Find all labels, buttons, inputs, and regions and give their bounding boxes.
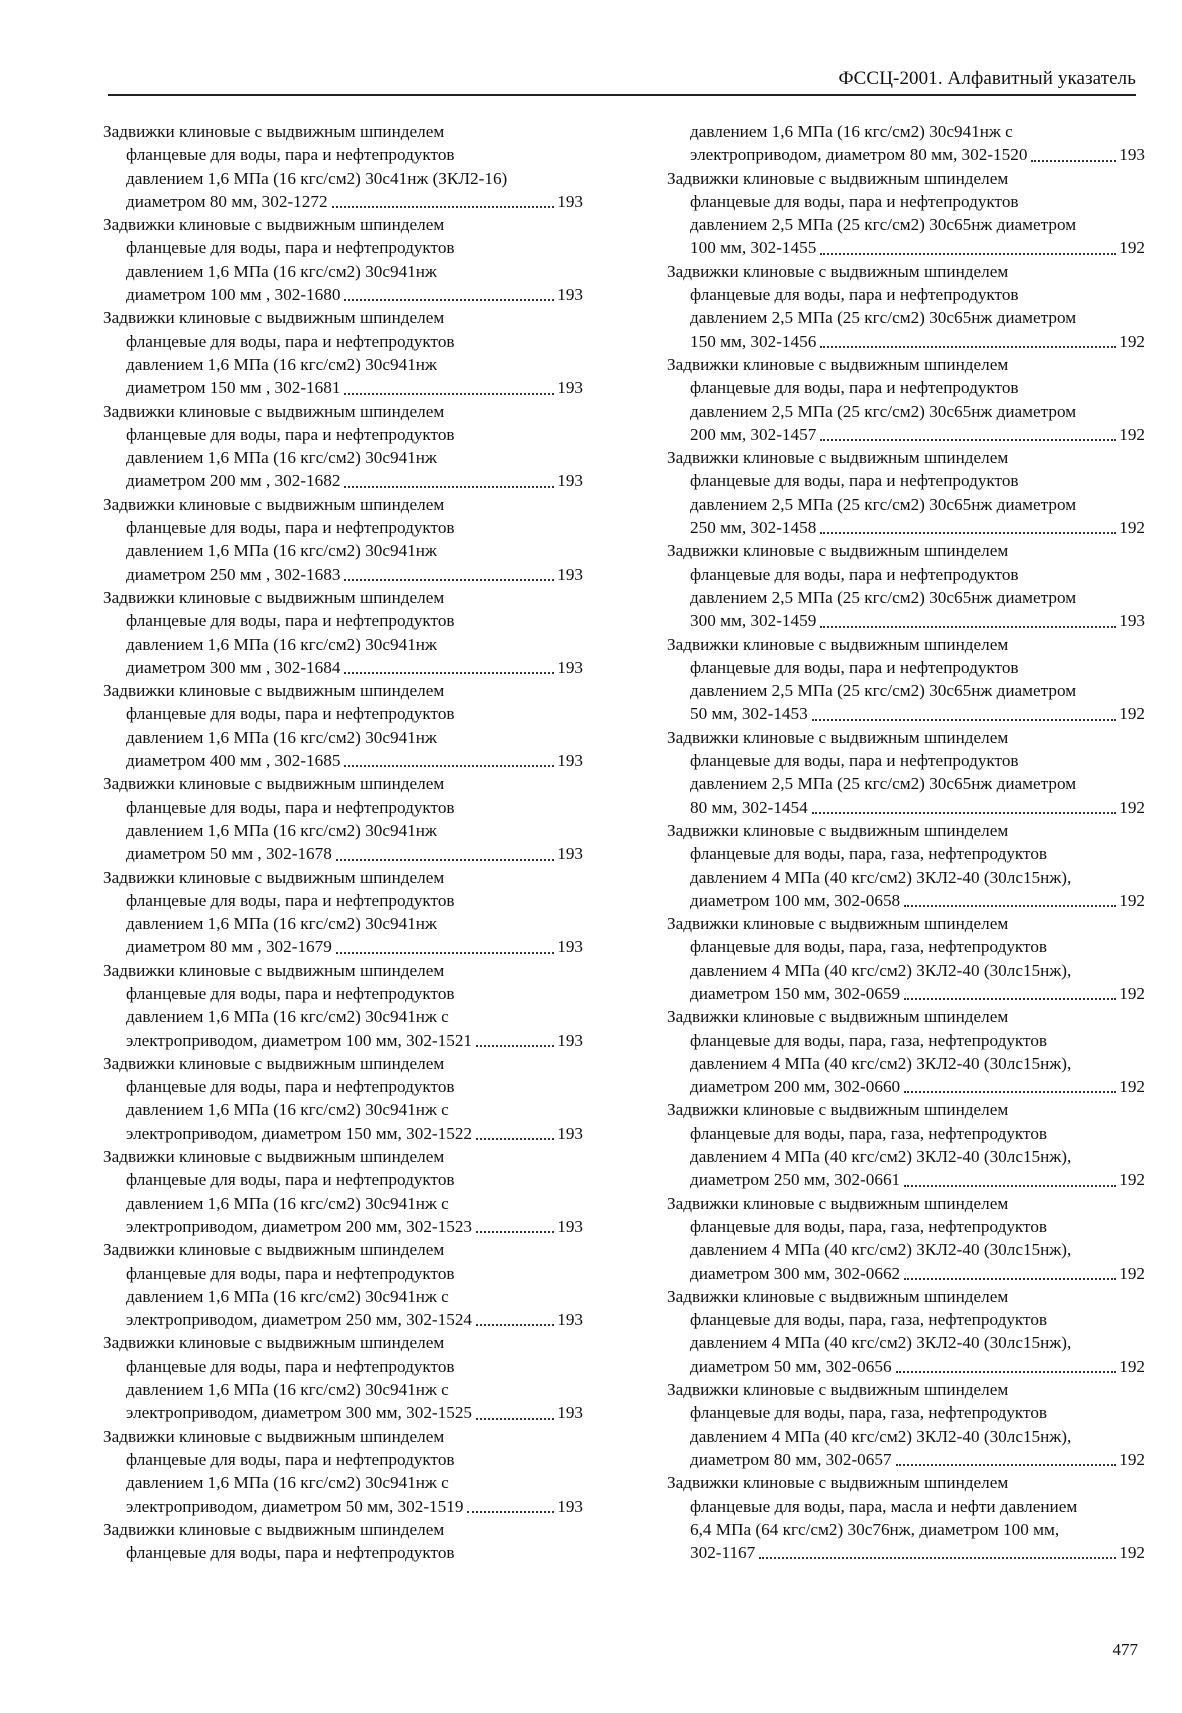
entry-line — [103, 283, 583, 306]
entry-line: фланцевые для воды, пара и нефтепродуктов — [126, 983, 455, 1003]
index-entry — [103, 586, 583, 679]
index-entry — [667, 1098, 1145, 1191]
entry-line: фланцевые для воды, пара и нефтепродуктов — [126, 1263, 455, 1283]
entry-page-ref: 192 — [1119, 1170, 1145, 1190]
dot-leader — [904, 905, 1116, 907]
dot-leader — [820, 346, 1116, 348]
index-entry — [103, 679, 583, 772]
entry-page-ref: 193 — [1119, 611, 1145, 631]
entry-line: Задвижки клиновые с выдвижным шпинделем — [103, 494, 445, 514]
entry-line: фланцевые для воды, пара и нефтепродуктов — [690, 378, 1019, 398]
entry-line — [103, 190, 583, 213]
entry-text: диаметром 300 мм , 302-1684 — [126, 657, 341, 677]
entry-line: 6,4 МПа (64 кгс/см2) 30с76нж, диаметром 100 мм, — [690, 1519, 1060, 1539]
entry-line: фланцевые для воды, пара и нефтепродуктов — [126, 1356, 455, 1376]
entry-line — [103, 656, 583, 679]
entry-line — [667, 1541, 1145, 1564]
entry-line: давлением 4 МПа (40 кгс/см2) ЗКЛ2-40 (30лс15нж), — [690, 1426, 1072, 1446]
entry-page-ref: 193 — [557, 1496, 583, 1516]
entry-text: диаметром 150 мм, 302-0659 — [690, 983, 901, 1003]
dot-leader — [812, 812, 1117, 814]
entry-line — [667, 330, 1145, 353]
index-entry — [103, 1518, 583, 1565]
entry-page-ref: 192 — [1119, 983, 1145, 1003]
entry-text: диаметром 400 мм , 302-1685 — [126, 751, 341, 771]
entry-text: электроприводом, диаметром 100 мм, 302-1521 — [126, 1030, 473, 1050]
entry-line: Задвижки клиновые с выдвижным шпинделем — [667, 1100, 1009, 1120]
entry-line: Задвижки клиновые с выдвижным шпинделем — [103, 960, 445, 980]
entry-page-ref: 192 — [1119, 238, 1145, 258]
dot-leader — [896, 1371, 1117, 1373]
entry-line: давлением 4 МПа (40 кгс/см2) ЗКЛ2-40 (30лс15нж), — [690, 1333, 1072, 1353]
entry-line: фланцевые для воды, пара и нефтепродуктов — [126, 1077, 455, 1097]
dot-leader — [476, 1138, 554, 1140]
dot-leader — [904, 1278, 1116, 1280]
entry-line: Задвижки клиновые с выдвижным шпинделем — [667, 820, 1009, 840]
entry-line: давлением 2,5 МПа (25 кгс/см2) 30с65нж диаметром — [690, 587, 1077, 607]
dot-leader — [476, 1418, 554, 1420]
entry-line: Задвижки клиновые с выдвижным шпинделем — [103, 1053, 445, 1073]
dot-leader — [904, 998, 1116, 1000]
entry-line: фланцевые для воды, пара и нефтепродуктов — [126, 611, 455, 631]
entry-line: давлением 1,6 МПа (16 кгс/см2) 30с941нж с — [126, 1100, 449, 1120]
entry-page-ref: 193 — [557, 378, 583, 398]
index-entry — [103, 493, 583, 586]
index-entry — [103, 120, 583, 213]
entry-text: диаметром 50 мм , 302-1678 — [126, 844, 332, 864]
entry-page-ref: 193 — [557, 1310, 583, 1330]
entry-text: диаметром 100 мм , 302-1680 — [126, 285, 341, 305]
entry-line — [667, 702, 1145, 725]
entry-line: фланцевые для воды, пара и нефтепродуктов — [126, 890, 455, 910]
entry-line: давлением 1,6 МПа (16 кгс/см2) 30с941нж с — [690, 122, 1013, 141]
entry-line: давлением 2,5 МПа (25 кгс/см2) 30с65нж диаметром — [690, 681, 1077, 701]
index-entry — [103, 1425, 583, 1518]
dot-leader — [820, 532, 1116, 534]
entry-text: электроприводом, диаметром 80 мм, 302-1520 — [690, 145, 1028, 165]
entry-page-ref: 192 — [1119, 1263, 1145, 1283]
dot-leader — [476, 1324, 554, 1326]
entry-line — [103, 1401, 583, 1424]
entry-page-ref: 192 — [1119, 1077, 1145, 1097]
entry-text: диаметром 150 мм , 302-1681 — [126, 378, 341, 398]
entry-page-ref: 193 — [557, 937, 583, 957]
entry-line — [103, 469, 583, 492]
entry-line: Задвижки клиновые с выдвижным шпинделем — [103, 1519, 445, 1539]
entry-line — [667, 423, 1145, 446]
entry-line: фланцевые для воды, пара, масла и нефти давлением — [690, 1496, 1078, 1516]
entry-line: Задвижки клиновые с выдвижным шпинделем — [667, 168, 1009, 188]
entry-page-ref: 192 — [1119, 797, 1145, 817]
entry-line — [103, 1122, 583, 1145]
index-entry — [667, 726, 1145, 819]
entry-line: давлением 2,5 МПа (25 кгс/см2) 30с65нж диаметром — [690, 494, 1077, 514]
index-entry — [667, 446, 1145, 539]
entry-line — [103, 563, 583, 586]
index-entry — [103, 1145, 583, 1238]
entry-line — [667, 796, 1145, 819]
dot-leader — [820, 253, 1116, 255]
entry-line: давлением 2,5 МПа (25 кгс/см2) 30с65нж диаметром — [690, 401, 1077, 421]
entry-text: диаметром 200 мм , 302-1682 — [126, 471, 341, 491]
entry-page-ref: 193 — [557, 564, 583, 584]
entry-line — [103, 935, 583, 958]
entry-page-ref: 193 — [557, 471, 583, 491]
index-entry — [103, 400, 583, 493]
entry-line: фланцевые для воды, пара и нефтепродуктов — [690, 564, 1019, 584]
entry-text: 80 мм, 302-1454 — [690, 797, 808, 817]
index-entry — [667, 260, 1145, 353]
entry-text: диаметром 80 мм, 302-0657 — [690, 1449, 892, 1469]
entry-text: 50 мм, 302-1453 — [690, 704, 808, 724]
entry-page-ref: 193 — [557, 751, 583, 771]
dot-leader — [896, 1464, 1117, 1466]
entry-line: давлением 2,5 МПа (25 кгс/см2) 30с65нж диаметром — [690, 308, 1077, 328]
entry-line: Задвижки клиновые с выдвижным шпинделем — [667, 448, 1009, 468]
entry-page-ref: 192 — [1119, 890, 1145, 910]
entry-line: Задвижки клиновые с выдвижным шпинделем — [103, 681, 445, 701]
dot-leader — [820, 626, 1116, 628]
entry-line — [667, 143, 1145, 166]
entry-line: Задвижки клиновые с выдвижным шпинделем — [103, 774, 445, 794]
header-title: ФССЦ-2001. Алфавитный указатель — [838, 68, 1136, 89]
dot-leader — [344, 765, 554, 767]
entry-line: Задвижки клиновые с выдвижным шпинделем — [667, 727, 1009, 747]
entry-line: давлением 1,6 МПа (16 кгс/см2) 30с941нж — [126, 354, 437, 374]
index-entry — [667, 1285, 1145, 1378]
dot-leader — [344, 486, 554, 488]
dot-leader — [904, 1185, 1116, 1187]
index-entry — [667, 1005, 1145, 1098]
entry-text: диаметром 250 мм , 302-1683 — [126, 564, 341, 584]
entry-line — [667, 516, 1145, 539]
entry-text: диаметром 200 мм, 302-0660 — [690, 1077, 901, 1097]
dot-leader — [476, 1045, 554, 1047]
entry-line — [103, 1495, 583, 1518]
entry-line — [667, 1355, 1145, 1378]
dot-leader — [820, 439, 1116, 441]
entry-line: Задвижки клиновые с выдвижным шпинделем — [667, 914, 1009, 934]
index-entry — [103, 1331, 583, 1424]
entry-line: фланцевые для воды, пара, газа, нефтепродуктов — [690, 937, 1048, 957]
entry-text: 200 мм, 302-1457 — [690, 424, 817, 444]
entry-line: фланцевые для воды, пара и нефтепродуктов — [126, 145, 455, 165]
entry-page-ref: 193 — [1119, 145, 1145, 165]
entry-line — [667, 1168, 1145, 1191]
dot-leader — [344, 299, 554, 301]
entry-page-ref: 193 — [557, 1030, 583, 1050]
entry-line: давлением 1,6 МПа (16 кгс/см2) 30с941нж — [126, 448, 437, 468]
entry-line — [103, 1215, 583, 1238]
entry-line: Задвижки клиновые с выдвижным шпинделем — [667, 634, 1009, 654]
entry-line: давлением 2,5 МПа (25 кгс/см2) 30с65нж диаметром — [690, 215, 1077, 235]
entry-line: Задвижки клиновые с выдвижным шпинделем — [667, 1193, 1009, 1213]
index-entry — [103, 1238, 583, 1331]
entry-line: фланцевые для воды, пара, газа, нефтепродуктов — [690, 1123, 1048, 1143]
entry-page-ref: 193 — [557, 1216, 583, 1236]
entry-line: Задвижки клиновые с выдвижным шпинделем — [667, 1473, 1009, 1493]
entry-line: Задвижки клиновые с выдвижным шпинделем — [103, 401, 445, 421]
entry-line: Задвижки клиновые с выдвижным шпинделем — [667, 541, 1009, 561]
entry-line: Задвижки клиновые с выдвижным шпинделем — [103, 215, 445, 235]
entry-line: фланцевые для воды, пара и нефтепродуктов — [126, 331, 455, 351]
entry-line: давлением 1,6 МПа (16 кгс/см2) 30с941нж — [126, 727, 437, 747]
entry-line: фланцевые для воды, пара, газа, нефтепродуктов — [690, 1216, 1048, 1236]
entry-line: фланцевые для воды, пара и нефтепродуктов — [126, 1170, 455, 1190]
entry-text: 250 мм, 302-1458 — [690, 518, 817, 538]
index-entry — [667, 539, 1145, 632]
entry-page-ref: 193 — [557, 1123, 583, 1143]
entry-page-ref: 192 — [1119, 1543, 1145, 1563]
entry-text: 300 мм, 302-1459 — [690, 611, 817, 631]
entry-line — [103, 376, 583, 399]
index-entry — [667, 167, 1145, 260]
entry-text: диаметром 80 мм , 302-1679 — [126, 937, 332, 957]
index-entry — [667, 1378, 1145, 1471]
entry-text: диаметром 80 мм, 302-1272 — [126, 191, 328, 211]
dot-leader — [759, 1557, 1116, 1559]
entry-line: фланцевые для воды, пара и нефтепродуктов — [126, 424, 455, 444]
entry-text: диаметром 250 мм, 302-0661 — [690, 1170, 901, 1190]
index-entry — [103, 306, 583, 399]
entry-line: давлением 4 МПа (40 кгс/см2) ЗКЛ2-40 (30лс15нж), — [690, 1147, 1072, 1167]
entry-line: Задвижки клиновые с выдвижным шпинделем — [667, 1380, 1009, 1400]
entry-line — [667, 1448, 1145, 1471]
entry-line: фланцевые для воды, пара и нефтепродуктов — [690, 751, 1019, 771]
entry-line: Задвижки клиновые с выдвижным шпинделем — [667, 354, 1009, 374]
dot-leader — [344, 672, 554, 674]
entry-text: электроприводом, диаметром 200 мм, 302-1523 — [126, 1216, 473, 1236]
entry-line: фланцевые для воды, пара, газа, нефтепродуктов — [690, 844, 1048, 864]
entry-text: диаметром 50 мм, 302-0656 — [690, 1356, 892, 1376]
entry-line: Задвижки клиновые с выдвижным шпинделем — [667, 1007, 1009, 1027]
entry-line: Задвижки клиновые с выдвижным шпинделем — [103, 1240, 445, 1260]
entry-line: Задвижки клиновые с выдвижным шпинделем — [103, 122, 445, 141]
entry-text: электроприводом, диаметром 250 мм, 302-1524 — [126, 1310, 473, 1330]
entry-text: 302-1167 — [690, 1543, 756, 1563]
entry-line: давлением 1,6 МПа (16 кгс/см2) 30с941нж — [126, 634, 437, 654]
page-header — [108, 66, 1136, 96]
entry-page-ref: 192 — [1119, 1356, 1145, 1376]
entry-line: фланцевые для воды, пара и нефтепродуктов — [690, 285, 1019, 305]
index-entry — [667, 819, 1145, 912]
entry-line: Задвижки клиновые с выдвижным шпинделем — [667, 1286, 1009, 1306]
entry-line: давлением 1,6 МПа (16 кгс/см2) 30с941нж с — [126, 1193, 449, 1213]
dot-leader — [332, 206, 555, 208]
entry-line: фланцевые для воды, пара, газа, нефтепродуктов — [690, 1310, 1048, 1330]
dot-leader — [1031, 160, 1116, 162]
entry-line: фланцевые для воды, пара и нефтепродуктов — [126, 797, 455, 817]
entry-page-ref: 193 — [557, 657, 583, 677]
entry-line: фланцевые для воды, пара и нефтепродуктов — [126, 1449, 455, 1469]
entry-line: Задвижки клиновые с выдвижным шпинделем — [103, 1147, 445, 1167]
entry-line: Задвижки клиновые с выдвижным шпинделем — [103, 308, 445, 328]
dot-leader — [344, 393, 554, 395]
dot-leader — [336, 952, 554, 954]
entry-line — [667, 889, 1145, 912]
entry-page-ref: 192 — [1119, 704, 1145, 724]
entry-page-ref: 192 — [1119, 1449, 1145, 1469]
index-entry — [667, 120, 1145, 167]
index-entry — [667, 912, 1145, 1005]
entry-text: диаметром 300 мм, 302-0662 — [690, 1263, 901, 1283]
entry-text: 150 мм, 302-1456 — [690, 331, 817, 351]
page-number: 477 — [1112, 1640, 1138, 1659]
index-entry — [667, 1471, 1145, 1564]
entry-line: давлением 4 МПа (40 кгс/см2) ЗКЛ2-40 (30лс15нж), — [690, 960, 1072, 980]
entry-page-ref: 193 — [557, 285, 583, 305]
dot-leader — [904, 1091, 1116, 1093]
entry-page-ref: 193 — [557, 844, 583, 864]
entry-line: давлением 1,6 МПа (16 кгс/см2) 30с941нж — [126, 820, 437, 840]
dot-leader — [344, 579, 554, 581]
entry-line: давлением 4 МПа (40 кгс/см2) ЗКЛ2-40 (30лс15нж), — [690, 867, 1072, 887]
entry-line: фланцевые для воды, пара, газа, нефтепродуктов — [690, 1030, 1048, 1050]
index-entry — [103, 213, 583, 306]
index-column-left — [103, 120, 583, 1564]
index-column-right — [667, 120, 1145, 1564]
entry-line: Задвижки клиновые с выдвижным шпинделем — [667, 261, 1009, 281]
entry-line — [667, 236, 1145, 259]
entry-page-ref: 192 — [1119, 331, 1145, 351]
entry-line: давлением 1,6 МПа (16 кгс/см2) 30с941нж с — [126, 1286, 449, 1306]
entry-line — [103, 1029, 583, 1052]
entry-line — [667, 609, 1145, 632]
index-entry — [103, 866, 583, 959]
entry-line: фланцевые для воды, пара и нефтепродуктов — [690, 657, 1019, 677]
entry-line: фланцевые для воды, пара и нефтепродуктов — [690, 191, 1019, 211]
entry-line: фланцевые для воды, пара и нефтепродуктов — [126, 1543, 455, 1563]
dot-leader — [476, 1231, 554, 1233]
entry-line: фланцевые для воды, пара и нефтепродуктов — [126, 704, 455, 724]
index-entry — [667, 1192, 1145, 1285]
entry-page-ref: 193 — [557, 1403, 583, 1423]
entry-line: фланцевые для воды, пара и нефтепродуктов — [126, 238, 455, 258]
entry-line — [667, 1075, 1145, 1098]
entry-line: фланцевые для воды, пара и нефтепродуктов — [690, 471, 1019, 491]
index-entry — [103, 1052, 583, 1145]
entry-line: давлением 1,6 МПа (16 кгс/см2) 30с941нж с — [126, 1380, 449, 1400]
entry-line — [103, 842, 583, 865]
entry-line — [103, 1308, 583, 1331]
entry-line — [667, 982, 1145, 1005]
index-entry — [667, 353, 1145, 446]
entry-text: электроприводом, диаметром 50 мм, 302-1519 — [126, 1496, 464, 1516]
dot-leader — [467, 1511, 554, 1513]
index-entry — [667, 633, 1145, 726]
entry-page-ref: 193 — [557, 191, 583, 211]
dot-leader — [812, 719, 1117, 721]
entry-page-ref: 192 — [1119, 518, 1145, 538]
entry-text: электроприводом, диаметром 300 мм, 302-1525 — [126, 1403, 473, 1423]
entry-line: давлением 1,6 МПа (16 кгс/см2) 30с941нж с — [126, 1473, 449, 1493]
dot-leader — [336, 859, 554, 861]
entry-line: давлением 4 МПа (40 кгс/см2) ЗКЛ2-40 (30лс15нж), — [690, 1240, 1072, 1260]
index-entry — [103, 772, 583, 865]
entry-line: давлением 1,6 МПа (16 кгс/см2) 30с941нж — [126, 541, 437, 561]
entry-line: Задвижки клиновые с выдвижным шпинделем — [103, 867, 445, 887]
entry-text: 100 мм, 302-1455 — [690, 238, 817, 258]
entry-line: Задвижки клиновые с выдвижным шпинделем — [103, 1333, 445, 1353]
entry-line: давлением 1,6 МПа (16 кгс/см2) 30с41нж (ЗКЛ2-16) — [126, 168, 508, 188]
entry-line: фланцевые для воды, пара и нефтепродуктов — [126, 518, 455, 538]
entry-line: давлением 2,5 МПа (25 кгс/см2) 30с65нж диаметром — [690, 774, 1077, 794]
entry-text: диаметром 100 мм, 302-0658 — [690, 890, 901, 910]
entry-line — [103, 749, 583, 772]
entry-line: давлением 1,6 МПа (16 кгс/см2) 30с941нж — [126, 914, 437, 934]
entry-page-ref: 192 — [1119, 424, 1145, 444]
entry-line: Задвижки клиновые с выдвижным шпинделем — [103, 587, 445, 607]
index-entry — [103, 959, 583, 1052]
entry-text: электроприводом, диаметром 150 мм, 302-1522 — [126, 1123, 473, 1143]
entry-line: давлением 1,6 МПа (16 кгс/см2) 30с941нж с — [126, 1007, 449, 1027]
entry-line — [667, 1262, 1145, 1285]
entry-line: Задвижки клиновые с выдвижным шпинделем — [103, 1426, 445, 1446]
entry-line: фланцевые для воды, пара, газа, нефтепродуктов — [690, 1403, 1048, 1423]
entry-line: давлением 4 МПа (40 кгс/см2) ЗКЛ2-40 (30лс15нж), — [690, 1053, 1072, 1073]
entry-line: давлением 1,6 МПа (16 кгс/см2) 30с941нж — [126, 261, 437, 281]
